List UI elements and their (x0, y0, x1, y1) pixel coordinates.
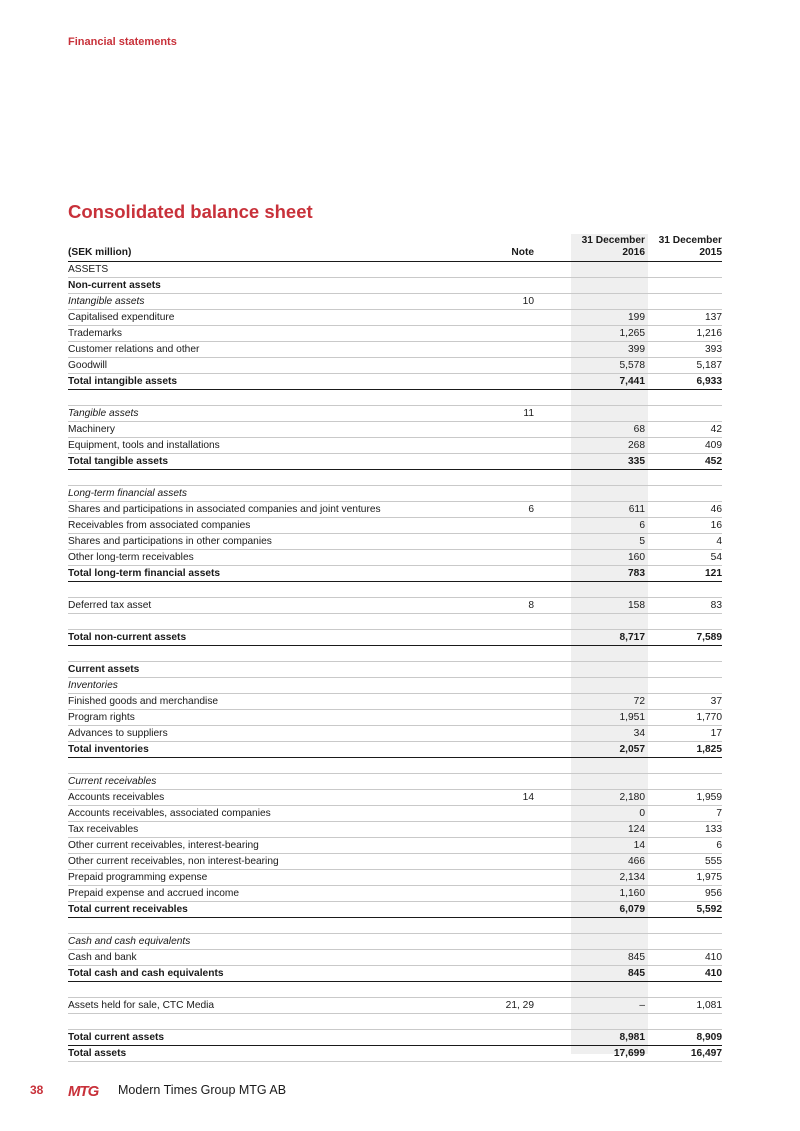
row-note: 11 (476, 406, 534, 422)
row-note (476, 1030, 534, 1046)
value-2015 (645, 918, 722, 934)
value-2015: 37 (645, 694, 722, 710)
svg-text:MTG: MTG (68, 1083, 99, 1098)
value-2015 (645, 294, 722, 310)
table-spacer-row (68, 758, 722, 774)
value-2015: 6 (645, 838, 722, 854)
table-spacer-row (68, 1014, 722, 1030)
value-2015: 393 (645, 342, 722, 358)
table-row (68, 854, 722, 870)
value-2015 (645, 262, 722, 278)
value-2016: 845 (534, 950, 645, 966)
table-row (68, 774, 722, 790)
row-label: Tangible assets (68, 406, 476, 422)
table-row (68, 534, 722, 550)
table-row (68, 294, 722, 310)
row-note (476, 518, 534, 534)
table-spacer-row (68, 390, 722, 406)
row-label: Inventories (68, 678, 476, 694)
value-2016: 399 (534, 342, 645, 358)
row-note (476, 630, 534, 646)
row-label: Total inventories (68, 742, 476, 758)
table-row (68, 598, 722, 614)
value-2016 (534, 278, 645, 294)
value-2015: 5,187 (645, 358, 722, 374)
value-2016: 6,079 (534, 902, 645, 918)
row-note (476, 582, 534, 598)
row-label: Accounts receivables, associated companies (68, 806, 476, 822)
table-spacer-row (68, 470, 722, 486)
row-label: Prepaid programming expense (68, 870, 476, 886)
row-label: Shares and participations in other companies (68, 534, 476, 550)
row-note (476, 950, 534, 966)
row-note (476, 742, 534, 758)
row-label (68, 582, 476, 598)
table-row (68, 310, 722, 326)
value-2016: 6 (534, 518, 645, 534)
value-2015 (645, 1014, 722, 1030)
value-2016 (534, 918, 645, 934)
table-row (68, 662, 722, 678)
value-2016 (534, 406, 645, 422)
row-note: 10 (476, 294, 534, 310)
value-2016: 0 (534, 806, 645, 822)
row-label: Current assets (68, 662, 476, 678)
value-2016: – (534, 998, 645, 1014)
table-row (68, 518, 722, 534)
value-2015: 8,909 (645, 1030, 722, 1046)
row-note (476, 566, 534, 582)
row-note (476, 918, 534, 934)
value-2016: 5 (534, 534, 645, 550)
table-row (68, 806, 722, 822)
value-2016: 160 (534, 550, 645, 566)
row-label: Machinery (68, 422, 476, 438)
row-label: Program rights (68, 710, 476, 726)
value-2016 (534, 262, 645, 278)
value-2016: 268 (534, 438, 645, 454)
value-2015: 7,589 (645, 630, 722, 646)
table-row (68, 502, 722, 518)
page-footer (30, 1079, 286, 1101)
row-label: Shares and participations in associated companies and joint ventures (68, 502, 476, 518)
value-2015: 1,216 (645, 326, 722, 342)
value-2015: 7 (645, 806, 722, 822)
value-2016: 158 (534, 598, 645, 614)
row-label: Accounts receivables (68, 790, 476, 806)
table-row (68, 262, 722, 278)
row-label: Prepaid expense and accrued income (68, 886, 476, 902)
value-2016: 335 (534, 454, 645, 470)
value-2015 (645, 982, 722, 998)
page-number: 38 (30, 1083, 44, 1097)
table-row (68, 870, 722, 886)
row-note (476, 710, 534, 726)
row-label: Total long-term financial assets (68, 566, 476, 582)
value-2015: 133 (645, 822, 722, 838)
table-header-row (68, 234, 722, 262)
row-label: Equipment, tools and installations (68, 438, 476, 454)
table-row (68, 838, 722, 854)
row-note (476, 534, 534, 550)
column-header-2016: 31 December 2016 (534, 234, 645, 262)
value-2016: 466 (534, 854, 645, 870)
row-label: Current receivables (68, 774, 476, 790)
value-2016 (534, 390, 645, 406)
value-2016 (534, 934, 645, 950)
table-row (68, 934, 722, 950)
row-label: Finished goods and merchandise (68, 694, 476, 710)
value-2015: 54 (645, 550, 722, 566)
row-note: 14 (476, 790, 534, 806)
table-row (68, 486, 722, 502)
table-row (68, 694, 722, 710)
column-header-2015: 31 December 2015 (645, 234, 722, 262)
value-2015 (645, 406, 722, 422)
value-2016 (534, 758, 645, 774)
mtg-logo-icon (68, 1082, 108, 1098)
value-2016 (534, 582, 645, 598)
row-note (476, 646, 534, 662)
value-2015: 956 (645, 886, 722, 902)
row-note (476, 966, 534, 982)
column-header-note: Note (476, 234, 534, 262)
table-row (68, 902, 722, 918)
row-note (476, 774, 534, 790)
value-2015: 555 (645, 854, 722, 870)
row-note (476, 470, 534, 486)
row-note (476, 678, 534, 694)
row-note (476, 262, 534, 278)
value-2015 (645, 614, 722, 630)
row-label: Cash and cash equivalents (68, 934, 476, 950)
balance-sheet-table (68, 234, 722, 1062)
table-row (68, 406, 722, 422)
row-label: Non-current assets (68, 278, 476, 294)
table-row (68, 678, 722, 694)
value-2016: 2,180 (534, 790, 645, 806)
row-note: 8 (476, 598, 534, 614)
row-note (476, 902, 534, 918)
row-label (68, 918, 476, 934)
row-label: Customer relations and other (68, 342, 476, 358)
row-label: Cash and bank (68, 950, 476, 966)
value-2015: 121 (645, 566, 722, 582)
value-2015: 42 (645, 422, 722, 438)
value-2016: 783 (534, 566, 645, 582)
value-2016: 1,951 (534, 710, 645, 726)
value-2015: 4 (645, 534, 722, 550)
row-note (476, 934, 534, 950)
value-2015: 410 (645, 966, 722, 982)
column-header-label: (SEK million) (68, 234, 476, 262)
value-2015: 16 (645, 518, 722, 534)
value-2016: 72 (534, 694, 645, 710)
row-label (68, 614, 476, 630)
table-row (68, 550, 722, 566)
value-2015 (645, 662, 722, 678)
value-2015 (645, 678, 722, 694)
value-2016 (534, 646, 645, 662)
row-label: Advances to suppliers (68, 726, 476, 742)
row-note (476, 454, 534, 470)
row-label: Total assets (68, 1046, 476, 1062)
value-2015: 5,592 (645, 902, 722, 918)
value-2016: 8,717 (534, 630, 645, 646)
row-label: Other current receivables, non interest-bearing (68, 854, 476, 870)
row-label (68, 470, 476, 486)
value-2016: 845 (534, 966, 645, 982)
table-row (68, 822, 722, 838)
value-2015: 17 (645, 726, 722, 742)
value-2015: 6,933 (645, 374, 722, 390)
value-2016: 1,265 (534, 326, 645, 342)
value-2016 (534, 470, 645, 486)
table-row (68, 422, 722, 438)
row-note (476, 806, 534, 822)
value-2015: 1,081 (645, 998, 722, 1014)
value-2016: 7,441 (534, 374, 645, 390)
row-label: Total current assets (68, 1030, 476, 1046)
table-row (68, 710, 722, 726)
row-note (476, 358, 534, 374)
table-row (68, 998, 722, 1014)
value-2016 (534, 982, 645, 998)
row-note (476, 870, 534, 886)
row-label: Total tangible assets (68, 454, 476, 470)
row-note (476, 390, 534, 406)
row-label (68, 1014, 476, 1030)
table-row (68, 630, 722, 646)
value-2016 (534, 614, 645, 630)
value-2015: 410 (645, 950, 722, 966)
value-2016 (534, 662, 645, 678)
value-2016: 5,578 (534, 358, 645, 374)
value-2016 (534, 1014, 645, 1030)
table-row (68, 438, 722, 454)
row-note (476, 310, 534, 326)
table-row (68, 358, 722, 374)
value-2015: 16,497 (645, 1046, 722, 1062)
value-2016: 199 (534, 310, 645, 326)
value-2015 (645, 774, 722, 790)
row-note (476, 374, 534, 390)
row-note (476, 1046, 534, 1062)
row-note (476, 326, 534, 342)
value-2015 (645, 582, 722, 598)
row-note: 6 (476, 502, 534, 518)
row-note (476, 982, 534, 998)
value-2015: 1,825 (645, 742, 722, 758)
table-row (68, 1030, 722, 1046)
row-note (476, 550, 534, 566)
value-2016 (534, 774, 645, 790)
value-2015 (645, 934, 722, 950)
row-label (68, 758, 476, 774)
table-spacer-row (68, 646, 722, 662)
value-2015: 1,975 (645, 870, 722, 886)
row-label: Long-term financial assets (68, 486, 476, 502)
table-row (68, 454, 722, 470)
table-row (68, 742, 722, 758)
row-note (476, 614, 534, 630)
row-note (476, 838, 534, 854)
row-label: Intangible assets (68, 294, 476, 310)
row-label: Goodwill (68, 358, 476, 374)
value-2015: 83 (645, 598, 722, 614)
row-note (476, 486, 534, 502)
row-note (476, 758, 534, 774)
value-2015: 409 (645, 438, 722, 454)
row-label (68, 390, 476, 406)
table-row (68, 278, 722, 294)
row-label: Tax receivables (68, 822, 476, 838)
value-2016 (534, 486, 645, 502)
table-row (68, 342, 722, 358)
value-2015: 137 (645, 310, 722, 326)
value-2015: 452 (645, 454, 722, 470)
table-spacer-row (68, 982, 722, 998)
row-note (476, 662, 534, 678)
table-row (68, 886, 722, 902)
row-label: ASSETS (68, 262, 476, 278)
table-body (68, 262, 722, 1062)
row-label: Total cash and cash equivalents (68, 966, 476, 982)
value-2016: 2,134 (534, 870, 645, 886)
table-row (68, 1046, 722, 1062)
value-2016: 34 (534, 726, 645, 742)
value-2015 (645, 470, 722, 486)
row-label: Trademarks (68, 326, 476, 342)
table-row (68, 566, 722, 582)
row-label: Receivables from associated companies (68, 518, 476, 534)
table-row (68, 726, 722, 742)
row-label (68, 982, 476, 998)
section-header: Financial statements (68, 36, 177, 48)
value-2016: 17,699 (534, 1046, 645, 1062)
row-label (68, 646, 476, 662)
row-note (476, 854, 534, 870)
value-2016: 14 (534, 838, 645, 854)
value-2016: 8,981 (534, 1030, 645, 1046)
row-label: Total intangible assets (68, 374, 476, 390)
value-2015 (645, 646, 722, 662)
row-label: Other current receivables, interest-bearing (68, 838, 476, 854)
value-2015 (645, 486, 722, 502)
value-2016: 1,160 (534, 886, 645, 902)
value-2016: 611 (534, 502, 645, 518)
table-spacer-row (68, 918, 722, 934)
row-note (476, 886, 534, 902)
page-title: Consolidated balance sheet (68, 201, 313, 222)
row-note (476, 438, 534, 454)
row-note (476, 278, 534, 294)
value-2016: 124 (534, 822, 645, 838)
table-row (68, 326, 722, 342)
value-2016: 2,057 (534, 742, 645, 758)
row-note (476, 342, 534, 358)
table-row (68, 950, 722, 966)
row-note (476, 694, 534, 710)
table-spacer-row (68, 582, 722, 598)
table-row (68, 374, 722, 390)
row-note (476, 726, 534, 742)
row-note (476, 422, 534, 438)
value-2016: 68 (534, 422, 645, 438)
row-note (476, 822, 534, 838)
value-2016 (534, 294, 645, 310)
value-2016 (534, 678, 645, 694)
table-row (68, 966, 722, 982)
value-2015: 1,959 (645, 790, 722, 806)
row-label: Other long-term receivables (68, 550, 476, 566)
table-spacer-row (68, 614, 722, 630)
row-label: Total current receivables (68, 902, 476, 918)
row-note (476, 1014, 534, 1030)
value-2015: 1,770 (645, 710, 722, 726)
value-2015 (645, 278, 722, 294)
row-label: Deferred tax asset (68, 598, 476, 614)
row-note: 21, 29 (476, 998, 534, 1014)
row-label: Capitalised expenditure (68, 310, 476, 326)
value-2015: 46 (645, 502, 722, 518)
row-label: Assets held for sale, CTC Media (68, 998, 476, 1014)
value-2015 (645, 758, 722, 774)
value-2015 (645, 390, 722, 406)
table-row (68, 790, 722, 806)
company-name: Modern Times Group MTG AB (118, 1083, 287, 1097)
row-label: Total non-current assets (68, 630, 476, 646)
